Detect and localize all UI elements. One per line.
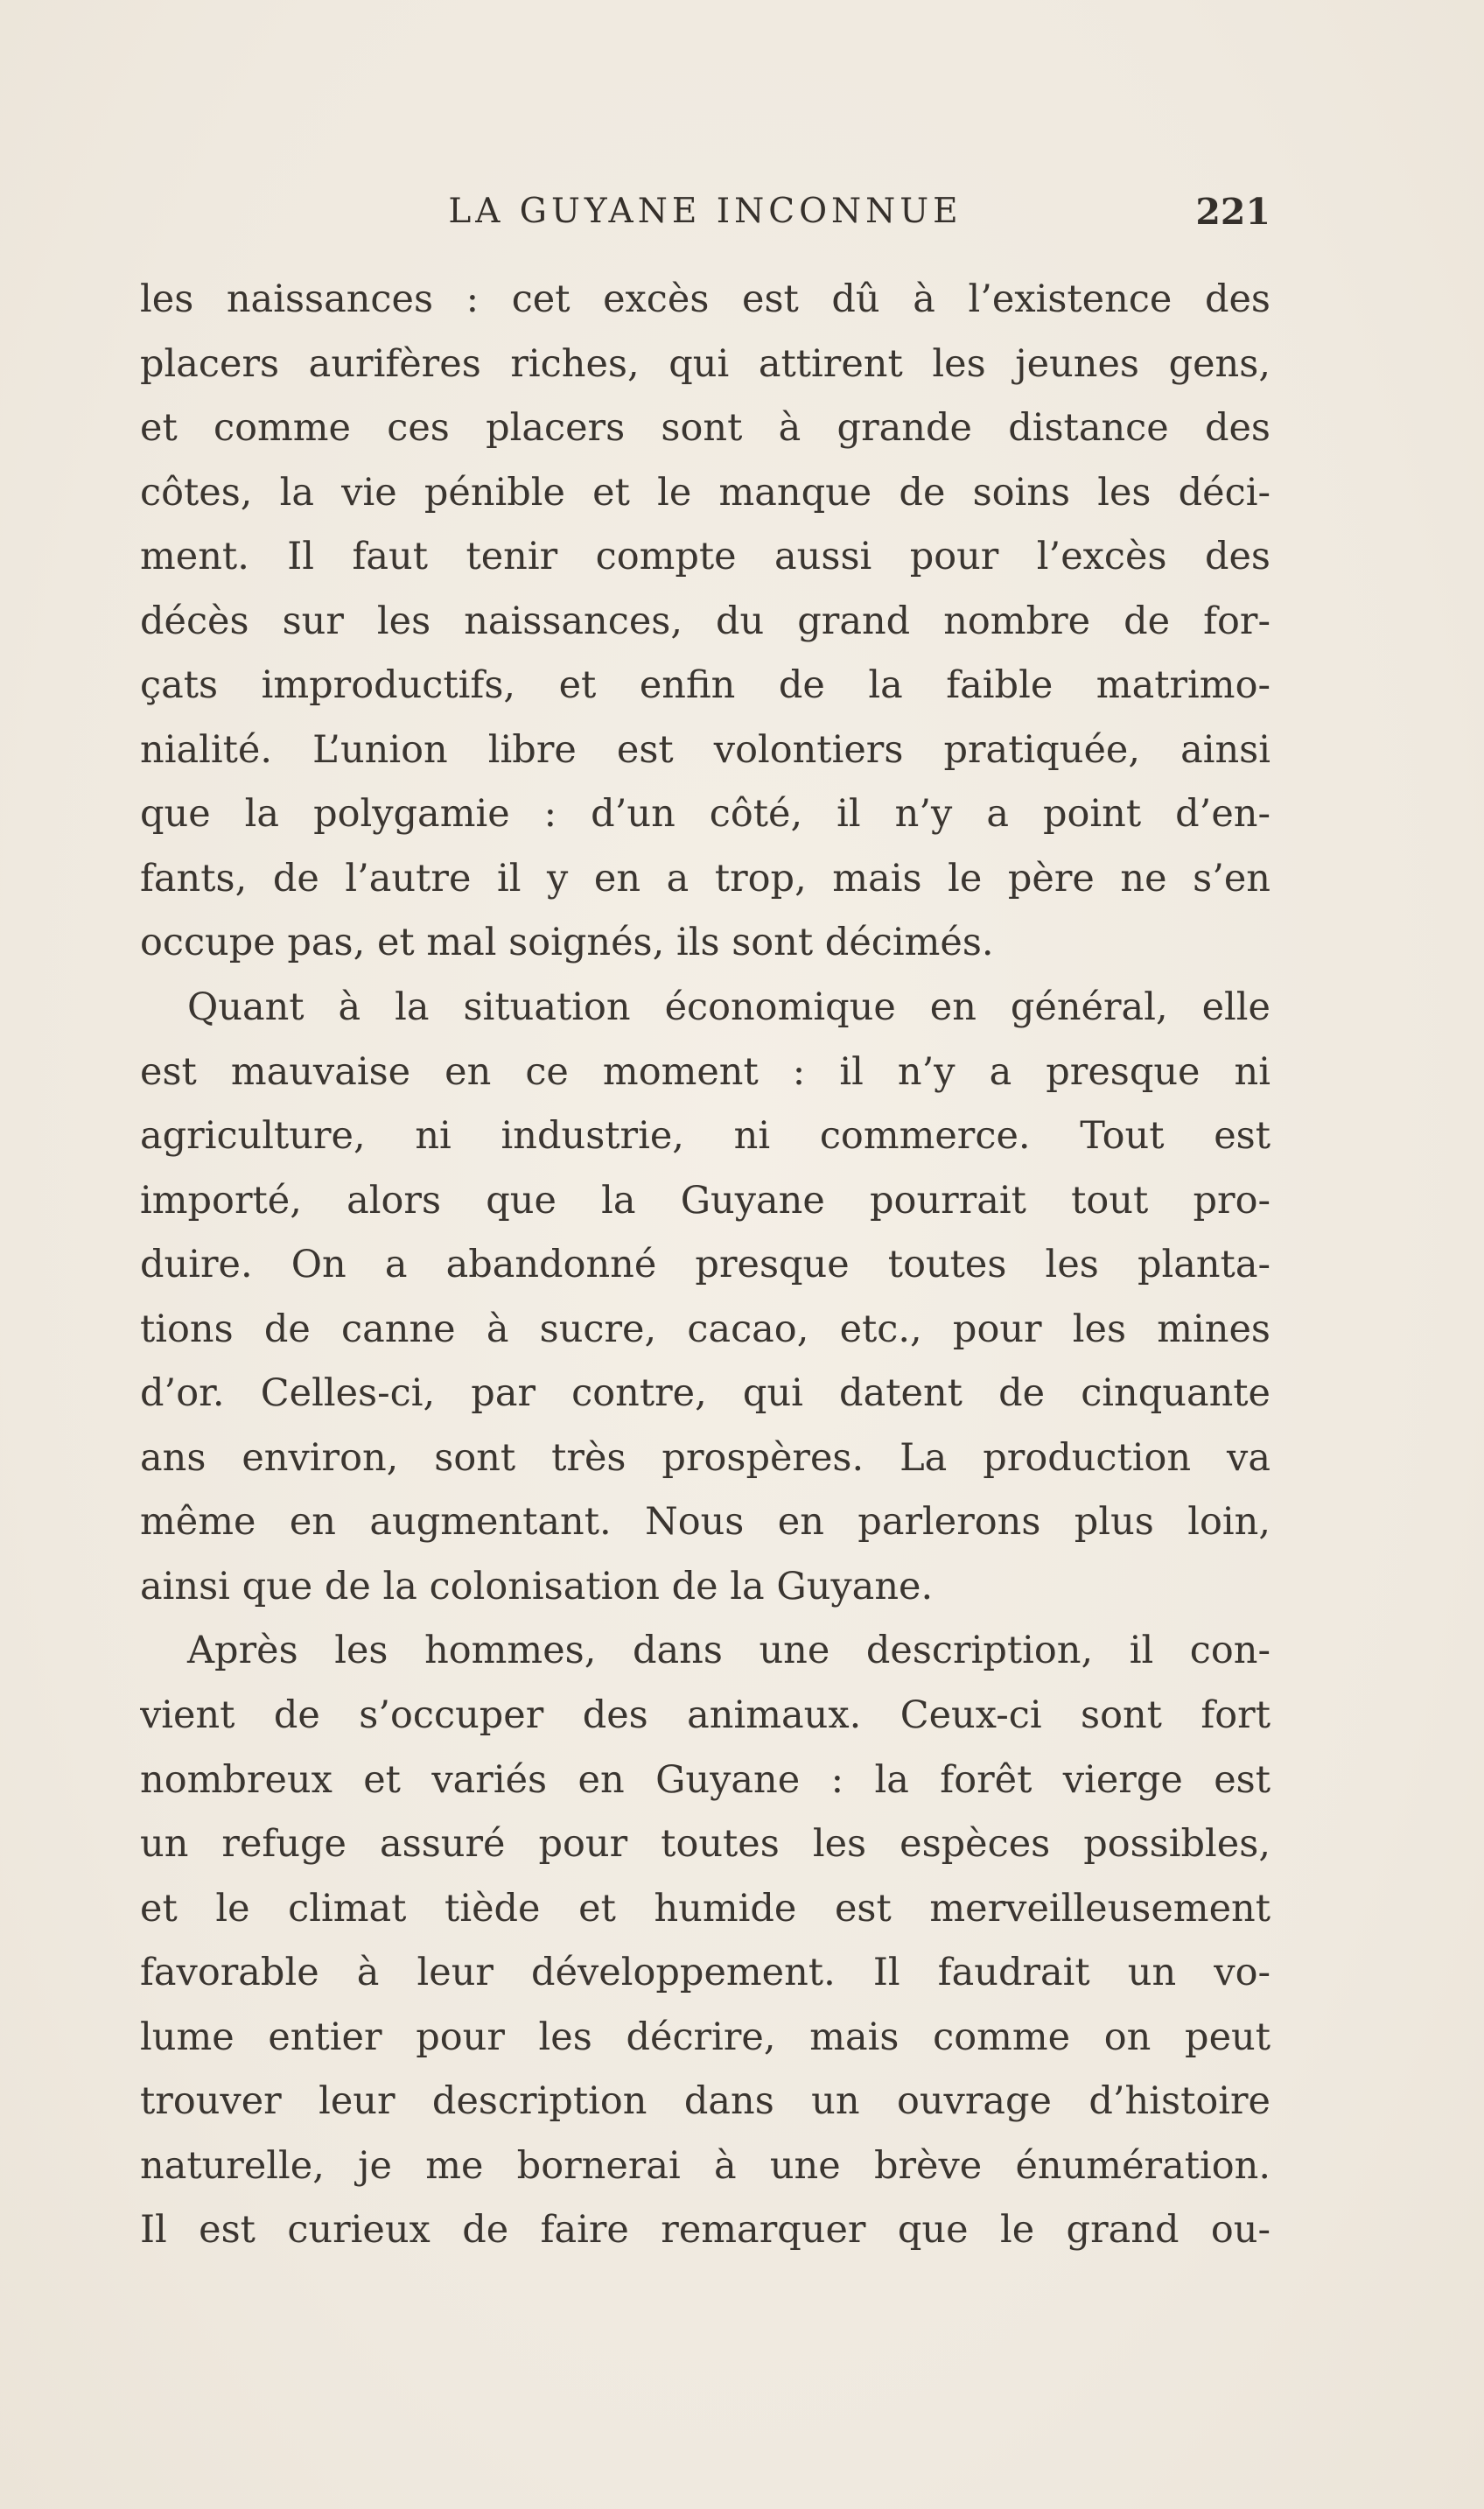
- text-line: lume entier pour les décrire, mais comme on peut: [140, 2015, 1270, 2059]
- text-line: çats improductifs, et enfin de la faible matrimo-: [140, 663, 1270, 708]
- text-line: un refuge assuré pour toutes les espèces possibles,: [140, 1822, 1270, 1867]
- text-line: tions de canne à sucre, cacao, etc., pour les mines: [140, 1307, 1270, 1351]
- text-line: importé, alors que la Guyane pourrait tout pro-: [140, 1178, 1270, 1223]
- text-line: décès sur les naissances, du grand nombre de for-: [140, 599, 1270, 643]
- text-line: fants, de l’autre il y en a trop, mais le père ne s’en: [140, 856, 1270, 901]
- text-line: d’or. Celles-ci, par contre, qui datent de cinquante: [140, 1371, 1270, 1416]
- text-line: et le climat tiède et humide est merveilleusement: [140, 1886, 1270, 1931]
- text-line: et comme ces placers sont à grande distance des: [140, 406, 1270, 451]
- running-title: LA GUYANE INCONNUE: [448, 192, 962, 231]
- text-line: trouver leur description dans un ouvrage d’histoire: [140, 2079, 1270, 2124]
- page-number: 221: [1195, 191, 1270, 233]
- text-line: les naissances : cet excès est dû à l’existence des: [140, 277, 1270, 321]
- text-line: ans environ, sont très prospères. La production va: [140, 1435, 1270, 1480]
- text-line: côtes, la vie pénible et le manque de soins les déci-: [140, 470, 1270, 515]
- text-line: naturelle, je me bornerai à une brève énumération.: [140, 2143, 1270, 2188]
- text-line: agriculture, ni industrie, ni commerce. Tout est: [140, 1114, 1270, 1159]
- text-line: favorable à leur développement. Il faudrait un vo-: [140, 1951, 1270, 1995]
- text-line: Après les hommes, dans une description, il con-: [187, 1629, 1270, 1673]
- text-line: Quant à la situation économique en général, elle: [187, 985, 1270, 1030]
- text-line: placers aurifères riches, qui attirent les jeunes gens,: [140, 341, 1270, 386]
- text-line: Il est curieux de faire remarquer que le grand ou-: [140, 2208, 1270, 2253]
- text-line: nombreux et variés en Guyane : la forêt vierge est: [140, 1757, 1270, 1802]
- text-line: nialité. L’union libre est volontiers pratiquée, ainsi: [140, 727, 1270, 772]
- text-line: ment. Il faut tenir compte aussi pour l’excès des: [140, 535, 1270, 579]
- body-text: [140, 268, 1270, 2263]
- text-line: même en augmentant. Nous en parlerons plus loin,: [140, 1500, 1270, 1545]
- text-line: duire. On a abandonné presque toutes les planta-: [140, 1243, 1270, 1287]
- text-line: que la polygamie : d’un côté, il n’y a point d’en-: [140, 792, 1270, 837]
- text-line: est mauvaise en ce moment : il n’y a presque ni: [140, 1049, 1270, 1094]
- text-line: vient de s’occuper des animaux. Ceux-ci sont fort: [140, 1693, 1270, 1738]
- running-head: [140, 186, 1270, 238]
- text-line: occupe pas, et mal soignés, ils sont décimés.: [140, 921, 994, 965]
- text-line: ainsi que de la colonisation de la Guyane.: [140, 1564, 934, 1608]
